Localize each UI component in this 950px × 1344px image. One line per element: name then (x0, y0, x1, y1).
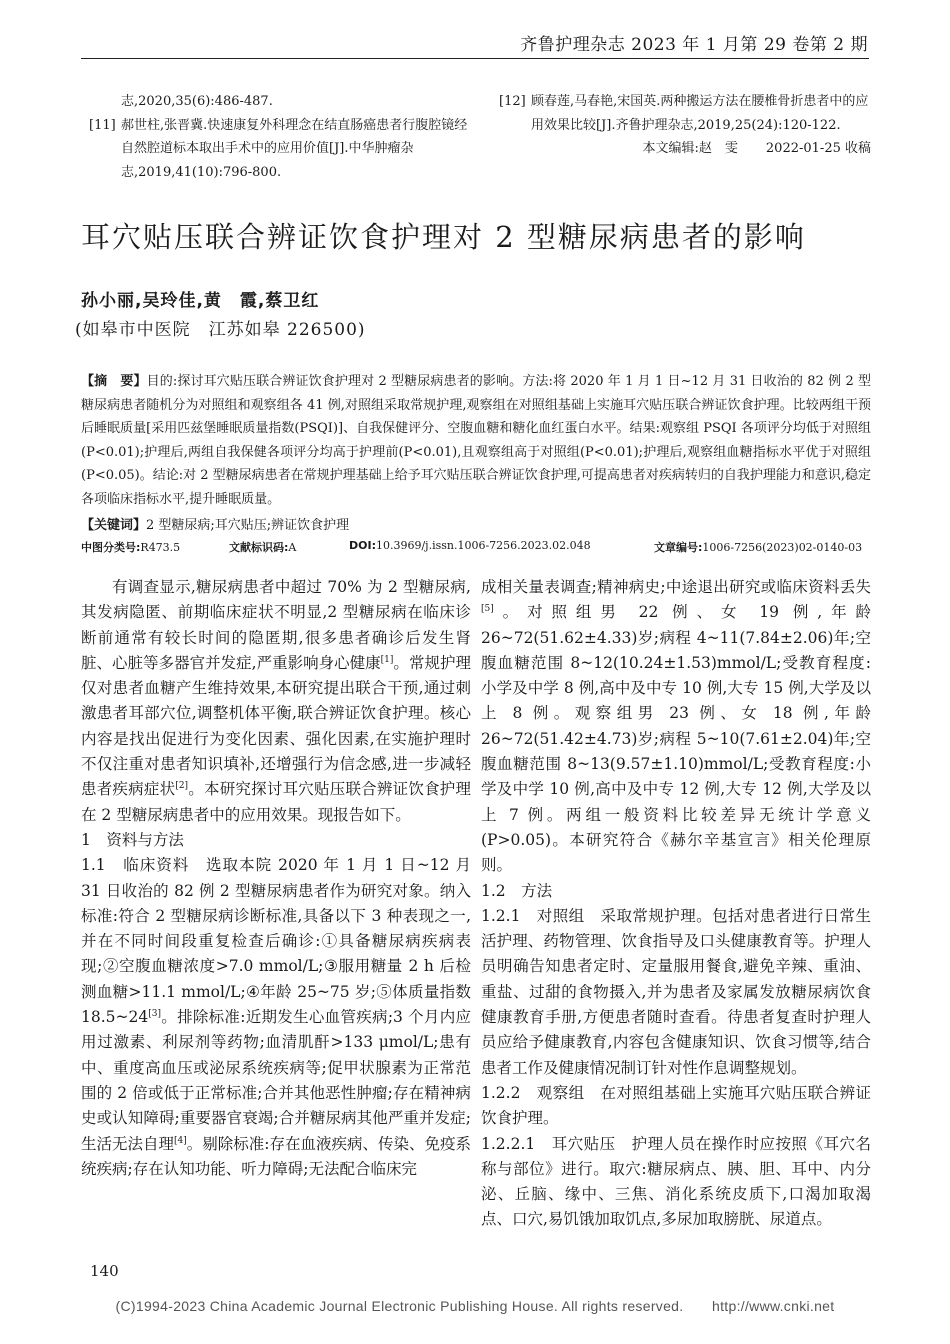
reference-item (81, 114, 471, 185)
references-left-column (81, 90, 471, 184)
keywords (81, 514, 871, 537)
reference-number: [11] (89, 117, 116, 133)
classification-line (81, 539, 871, 555)
reference-item (491, 90, 871, 137)
article-title: 耳穴贴压联合辨证饮食护理对 2 型糖尿病患者的影响 (81, 220, 806, 254)
keywords-label: 【关键词】 (81, 518, 147, 533)
paragraph-control-group: 1.2.1 对照组 采取常规护理。包括对患者进行日常生活护理、药物管理、饮食指导及口头健康教育等。护理人员明确告知患者定时、定量服用餐食,避免辛辣、重油、重盐、过甜的食物摄入,并为患者及家属发放糖尿病饮食健康教育手册,方便患者随时查看。待患者复查时护理人员应给予健康教育,内容包含健康知识、饮食习惯等,结合患者工作及健康情况制订针对性作息调整规划。 (481, 906, 871, 1077)
journal-issue-line: 齐鲁护理杂志 2023 年 1 月第 29 卷第 2 期 (520, 35, 868, 55)
doi: DOI:10.3969/j.issn.1006-7256.2023.02.048 (349, 539, 591, 552)
paragraph-continued: 成相关量表调查;精神病史;中途退出研究或临床资料丢失[5]。对照组男 22 例、女 19 例,年龄 26~72(51.62±4.33)岁;病程 4~11(7.84±2.06)年;空腹血糖范围 8~12(10.24±1.53)mmol/L;受教育程度:小学及中学 8 例,高中及中专 10 例,大专 15 例,大学及以上 8 例。观察组男 23 例、女 18 例,年龄 26~72(51.42±4.73)岁;病程 5~10(7.61±2.04)年;空腹血糖范围 8~13(9.57±1.10)mmol/L;受教育程度:小学及中学 10 例,高中及中专 12 例,大专 12 例,大学及以上 7 例。两组一般资料比较差异无统计学意义(P>0.05)。本研究符合《赫尔辛基宣言》相关伦理原则。 (481, 578, 871, 875)
citation: [1] (380, 654, 394, 665)
author-affiliation: (如皋市中医院 江苏如皋 226500) (75, 320, 366, 340)
section-heading: 1.2 方法 (481, 881, 553, 900)
document-code: 文献标识码:A (229, 541, 297, 554)
reference-text: 志,2020,35(6):486-487. (121, 94, 273, 109)
paragraph-clinical-data: 1.1 临床资料 选取本院 2020 年 1 月 1 日~12 月 31 日收治的 82 例 2 型糖尿病患者作为研究对象。纳入标准:符合 2 型糖尿病诊断标准,具备以下 3 种表现之一,并在不同时间段重复检查后确诊:①具备糖尿病疾病表现;②空腹血糖浓度>7.0 mmol/L;③服用糖量 2 h 后检测血糖>11.1 mmol/L;④年龄 25~75 岁;⑤体质量指数 18.5~24[3]。排除标准:近期发生心血管疾病;3 个月内应用过激素、利尿剂等药物;血清肌酐>133 μmol/L;患有中、重度高血压或泌尿系统疾病等;促甲状腺素为正常范围的 2 倍或低于正常标准;合并其他恶性肿瘤;存在精神病史或认知障碍;重要器官衰竭;合并糖尿病其他严重并发症;生活无法自理[4]。剔除标准:存在血液疾病、传染、免疫系统疾病;存在认知功能、听力障碍;无法配合临床完 (81, 856, 471, 1178)
citation: [3] (148, 1008, 161, 1019)
article-number: 文章编号:1006-7256(2023)02-0140-03 (654, 541, 863, 554)
keywords-text: 2 型糖尿病;耳穴贴压;辨证饮食护理 (146, 518, 350, 533)
body-right-column (481, 575, 871, 1233)
references-right-column (491, 90, 871, 161)
copyright-footer: (C)1994-2023 China Academic Journal Electronic Publishing House. All rights reserved. http://www.cnki.net (115, 1298, 835, 1314)
header-rule (81, 58, 869, 59)
running-header (0, 0, 950, 60)
citation: [4] (174, 1135, 187, 1146)
section-heading: 1 资料与方法 (81, 830, 184, 849)
reference-text: 郝世柱,张晋冀.快速康复外科理念在结直肠癌患者行腹腔镜经自然腔道标本取出手术中的应用价值[J].中华肿瘤杂志,2019,41(10):796-800. (121, 117, 468, 180)
editor-line (491, 137, 871, 161)
editor-name: 本文编辑:赵 雯 (642, 141, 738, 156)
reference-text: 顾春莲,马春艳,宋国英.两种搬运方法在腰椎骨折患者中的应用效果比较[J].齐鲁护理杂志,2019,25(24):120-122. (531, 94, 869, 133)
citation: [2] (175, 781, 189, 792)
clc-number: 中图分类号:R473.5 (81, 541, 181, 554)
body-left-column (81, 575, 471, 1182)
intro-paragraph: 有调查显示,糖尿病患者中超过 70% 为 2 型糖尿病,其发病隐匿、前期临床症状不明显,2 型糖尿病在临床诊断前通常有较长时间的隐匿期,很多患者确诊后发生肾脏、心脏等多器官并发症,严重影响身心健康[1]。常规护理仅对患者血糖产生维持效果,本研究提出联合干预,通过刺激患者耳部穴位,调整机体平衡,联合辨证饮食护理。核心内容是找出促进行为变化因素、强化因素,在实施护理时不仅注重对患者知识填补,还增强行为信念感,进一步减轻患者疾病症状[2]。本研究探讨耳穴贴压联合辨证饮食护理在 2 型糖尿病患者中的应用效果。现报告如下。 (81, 578, 471, 824)
received-date: 2022-01-25 收稿 (765, 141, 871, 156)
citation: [5] (481, 604, 494, 615)
paragraph-observation-group: 1.2.2 观察组 在对照组基础上实施耳穴贴压联合辨证饮食护理。 (481, 1083, 871, 1128)
page-number: 140 (90, 1262, 119, 1280)
abstract-text: 目的:探讨耳穴贴压联合辨证饮食护理对 2 型糖尿病患者的影响。方法:将 2020 年 1 月 1 日~12 月 31 日收治的 82 例 2 型糖尿病患者随机分为对照组和观察组各 41 例,对照组采取常规护理,观察组在对照组基础上实施耳穴贴压联合辨证饮食护理。比较两组干预后睡眠质量[采用匹兹堡睡眠质量指数(PSQI)]、自我保健评分、空腹血糖和糖化血红蛋白水平。结果:观察组 PSQI 各项评分均低于对照组(P<0.01);护理后,两组自我保健各项评分均高于护理前(P<0.01),且观察组高于对照组(P<0.01);护理后,观察组血糖指标水平优于对照组(P<0.05)。结论:对 2 型糖尿病患者在常规护理基础上给予耳穴贴压联合辨证饮食护理,可提高患者对疾病转归的自我护理能力和意识,稳定各项临床指标水平,提升睡眠质量。 (81, 374, 871, 507)
paragraph-ear-acupoint: 1.2.2.1 耳穴贴压 护理人员在操作时应按照《耳穴名称与部位》进行。取穴:糖尿病点、胰、胆、耳中、内分泌、丘脑、缘中、三焦、消化系统皮质下,口渴加取渴点、口穴,易饥饿加取饥点,多尿加取膀胱、尿道点。 (481, 1134, 871, 1229)
article-authors: 孙小丽,吴玲佳,黄 霞,蔡卫红 (81, 291, 320, 311)
reference-number: [12] (499, 94, 526, 109)
reference-item (81, 90, 471, 114)
abstract-label: 【摘 要】 (81, 374, 147, 389)
abstract (81, 370, 871, 511)
